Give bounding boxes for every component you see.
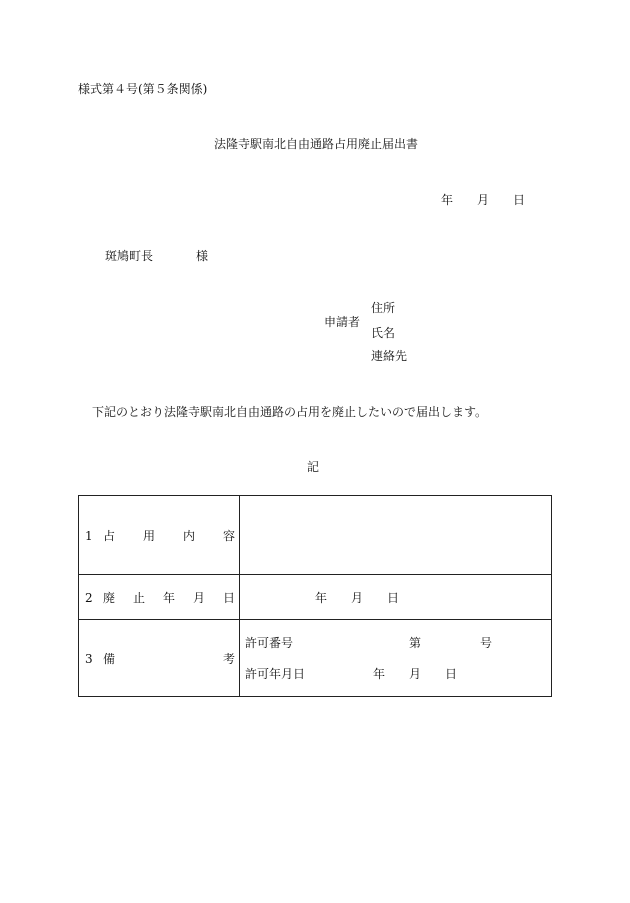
applicant-name-label: 氏名 — [371, 326, 396, 340]
year-label: 年 — [441, 193, 454, 207]
label-char: 占 — [103, 529, 116, 543]
table-row-abolition-date — [85, 592, 235, 604]
go-label: 号 — [480, 636, 493, 650]
month-label: 月 — [477, 193, 490, 207]
dai-label: 第 — [409, 636, 422, 650]
permit-number-label: 許可番号 — [245, 636, 294, 650]
ki-heading: 記 — [307, 460, 320, 474]
label-char: 廃 — [103, 591, 116, 605]
day-label: 日 — [513, 193, 526, 207]
label-char: 日 — [222, 591, 235, 605]
table-row-occupancy — [85, 530, 235, 542]
addressee-name: 斑鳩町長 — [105, 249, 154, 263]
abolition-year-label: 年 — [315, 591, 328, 605]
details-table — [78, 495, 552, 697]
row-number: 2 — [85, 591, 93, 605]
permit-day-label: 日 — [445, 667, 458, 681]
label-char: 月 — [192, 591, 205, 605]
body-text: 下記のとおり法隆寺駅南北自由通路の占用を廃止したいので届出します。 — [92, 405, 488, 419]
submission-date — [441, 194, 525, 206]
permit-month-label: 月 — [409, 667, 422, 681]
label-char: 年 — [162, 591, 175, 605]
applicant-label: 申請者 — [324, 315, 361, 329]
addressee-honorific: 様 — [196, 249, 209, 263]
abolition-day-label: 日 — [387, 591, 400, 605]
label-char: 内 — [182, 529, 195, 543]
table-row-remarks — [85, 653, 235, 665]
form-number: 様式第４号(第５条関係) — [78, 82, 208, 96]
abolition-month-label: 月 — [351, 591, 364, 605]
label-char: 備 — [103, 652, 116, 666]
applicant-contact-label: 連絡先 — [371, 349, 408, 363]
label-char: 考 — [222, 652, 235, 666]
applicant-address-label: 住所 — [371, 301, 396, 315]
label-char: 用 — [142, 529, 155, 543]
row-number: 1 — [85, 529, 93, 543]
label-char: 容 — [222, 529, 235, 543]
permit-year-label: 年 — [373, 667, 386, 681]
row-number: 3 — [85, 652, 93, 666]
label-char: 止 — [132, 591, 145, 605]
permit-date-label: 許可年月日 — [245, 667, 306, 681]
document-title: 法隆寺駅南北自由通路占用廃止届出書 — [214, 137, 419, 151]
